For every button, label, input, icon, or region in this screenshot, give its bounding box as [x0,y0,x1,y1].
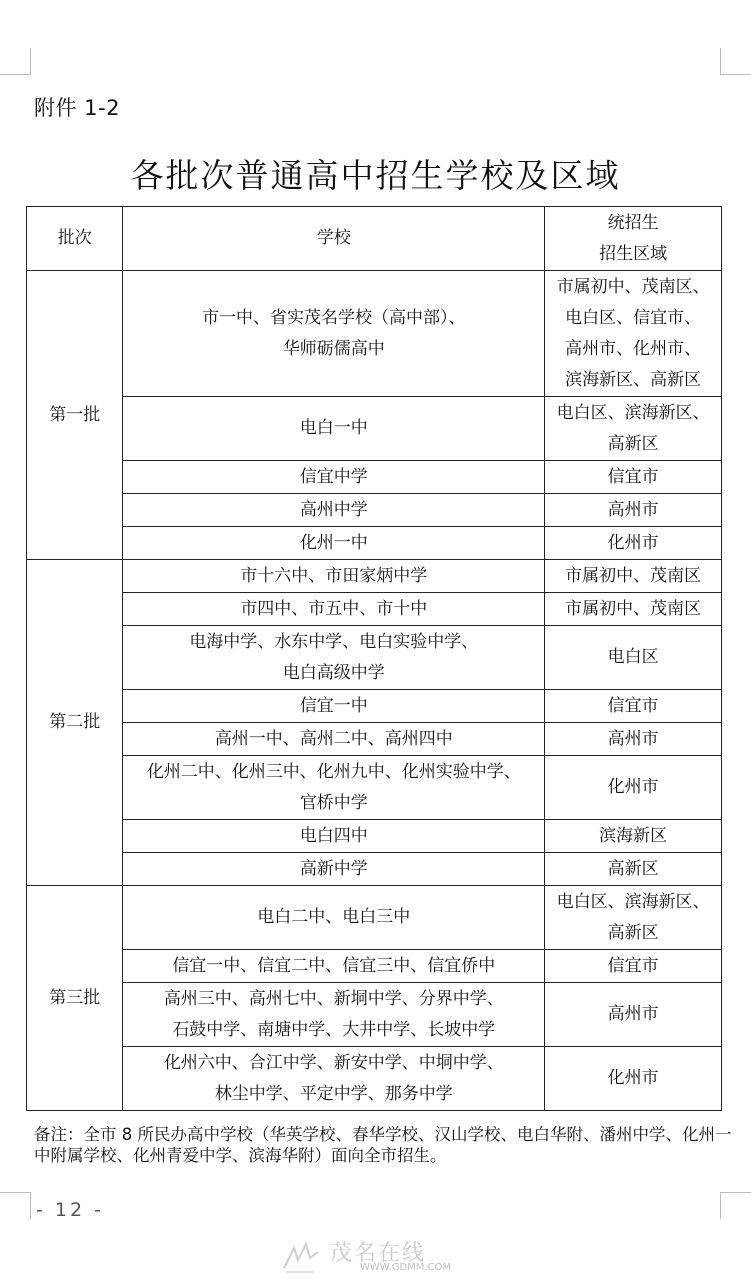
region-line: 高州市 [607,728,659,749]
watermark-brand: 茂名在线 [330,1241,427,1266]
school-line: 官桥中学 [299,792,368,813]
school-line: 高州一中、高州二中、高州四中 [214,728,453,749]
table-row [27,271,722,397]
region-cell [545,950,722,983]
school-line: 电海中学、水东中学、电白实验中学、 [189,631,479,652]
region-cell [545,820,722,853]
watermark-url: WWW.GDMM.COM [360,1262,452,1273]
header-region-line1: 统招生 [607,212,659,233]
school-cell [123,950,545,983]
school-line: 化州六中、合江中学、新安中学、中垌中学、 [163,1052,504,1073]
school-cell [123,1047,545,1111]
school-line: 信宜一中、信宜二中、信宜三中、信宜侨中 [172,955,496,976]
region-cell [545,983,722,1047]
header-region-line2: 招生区域 [599,243,668,264]
region-line: 市属初中、茂南区、 [556,276,710,297]
region-cell [545,593,722,626]
school-line: 高州中学 [299,499,368,520]
region-cell [545,560,722,593]
table-row [27,723,722,756]
batch-cell: 第一批 [27,271,123,560]
region-line: 信宜市 [607,695,659,716]
school-line: 市十六中、市田家炳中学 [240,565,428,586]
region-line: 信宜市 [607,955,659,976]
region-cell [545,397,722,461]
region-line: 高州市 [607,499,659,520]
region-line: 市属初中、茂南区 [565,565,702,586]
school-line: 市一中、省实茂名学校（高中部）、 [202,307,466,328]
crop-mark-top-right [720,48,751,75]
school-line: 信宜中学 [299,466,368,487]
page-number: - 12 - [36,1199,104,1221]
region-cell [545,756,722,820]
school-cell [123,560,545,593]
region-cell [545,271,722,397]
header-region [545,207,722,271]
region-line: 高新区 [607,922,659,943]
school-line: 林尘中学、平定中学、那务中学 [214,1083,453,1104]
region-line: 高州市 [607,1004,659,1024]
school-cell [123,461,545,494]
region-cell [545,494,722,527]
school-line: 信宜一中 [299,695,368,716]
table-row [27,983,722,1047]
enrollment-table [26,206,722,1111]
region-line: 市属初中、茂南区 [565,598,702,619]
region-cell [545,461,722,494]
table-row [27,690,722,723]
region-line: 滨海新区 [599,825,668,846]
table-header-row [27,207,722,271]
region-line: 电白区、滨海新区、 [556,402,710,423]
region-cell [545,626,722,690]
school-line: 电白四中 [299,825,368,846]
school-cell [123,886,545,950]
header-school: 学校 [123,207,545,271]
table-row [27,820,722,853]
bird-logo-icon [280,1238,320,1274]
school-line: 石鼓中学、南塘中学、大井中学、长坡中学 [172,1019,496,1040]
region-cell [545,886,722,950]
region-line: 电白区 [607,647,659,667]
region-cell [545,1047,722,1111]
region-line: 化州市 [607,777,659,797]
school-line: 电白高级中学 [282,662,385,683]
table-row [27,853,722,886]
table-row [27,593,722,626]
attachment-label: 附件 1-2 [34,96,120,120]
crop-mark-top-left [0,48,31,75]
watermark [280,1236,500,1276]
school-line: 高新中学 [299,858,368,879]
region-line: 化州市 [607,532,659,553]
school-cell [123,723,545,756]
table-row [27,756,722,820]
school-line: 华师砺儒高中 [282,338,385,359]
school-cell [123,853,545,886]
region-cell [545,527,722,560]
school-cell [123,527,545,560]
page-title: 各批次普通高中招生学校及区域 [130,156,621,195]
school-line: 电白二中、电白三中 [257,907,411,927]
region-line: 高新区 [607,858,659,879]
school-cell [123,756,545,820]
region-line: 信宜市 [607,466,659,487]
region-line: 电白区、信宜市、 [565,307,702,328]
school-cell [123,690,545,723]
footnote: 备注：全市 8 所民办高中学校（华英学校、春华学校、汉山学校、电白华附、潘州中学、化州一中附属学校、化州青爱中学、滨海华附）面向全市招生。 [34,1125,732,1165]
crop-mark-bottom-left [0,1192,31,1219]
school-line: 化州一中 [299,532,368,553]
region-cell [545,853,722,886]
table-row [27,950,722,983]
school-cell [123,593,545,626]
school-line: 市四中、市五中、市十中 [240,598,428,619]
school-line: 高州三中、高州七中、新垌中学、分界中学、 [163,988,504,1009]
region-line: 化州市 [607,1068,659,1088]
school-line: 电白一中 [299,418,368,438]
table-row [27,560,722,593]
table-body [27,271,722,1111]
school-line: 化州二中、化州三中、化州九中、化州实验中学、 [146,761,521,782]
table-row [27,461,722,494]
table-row [27,626,722,690]
school-cell [123,626,545,690]
region-line: 高州市、化州市、 [565,338,702,359]
batch-cell: 第二批 [27,560,123,886]
school-cell [123,820,545,853]
table-row [27,1047,722,1111]
table-row [27,494,722,527]
school-cell [123,271,545,397]
region-line: 高新区 [607,433,659,454]
table-row [27,527,722,560]
region-line: 滨海新区、高新区 [565,369,702,390]
table-row [27,886,722,950]
school-cell [123,494,545,527]
table-row [27,397,722,461]
region-cell [545,723,722,756]
school-cell [123,397,545,461]
region-line: 电白区、滨海新区、 [556,891,710,912]
region-cell [545,690,722,723]
batch-cell: 第三批 [27,886,123,1111]
header-batch: 批次 [27,207,123,271]
crop-mark-bottom-right [720,1192,751,1219]
school-cell [123,983,545,1047]
